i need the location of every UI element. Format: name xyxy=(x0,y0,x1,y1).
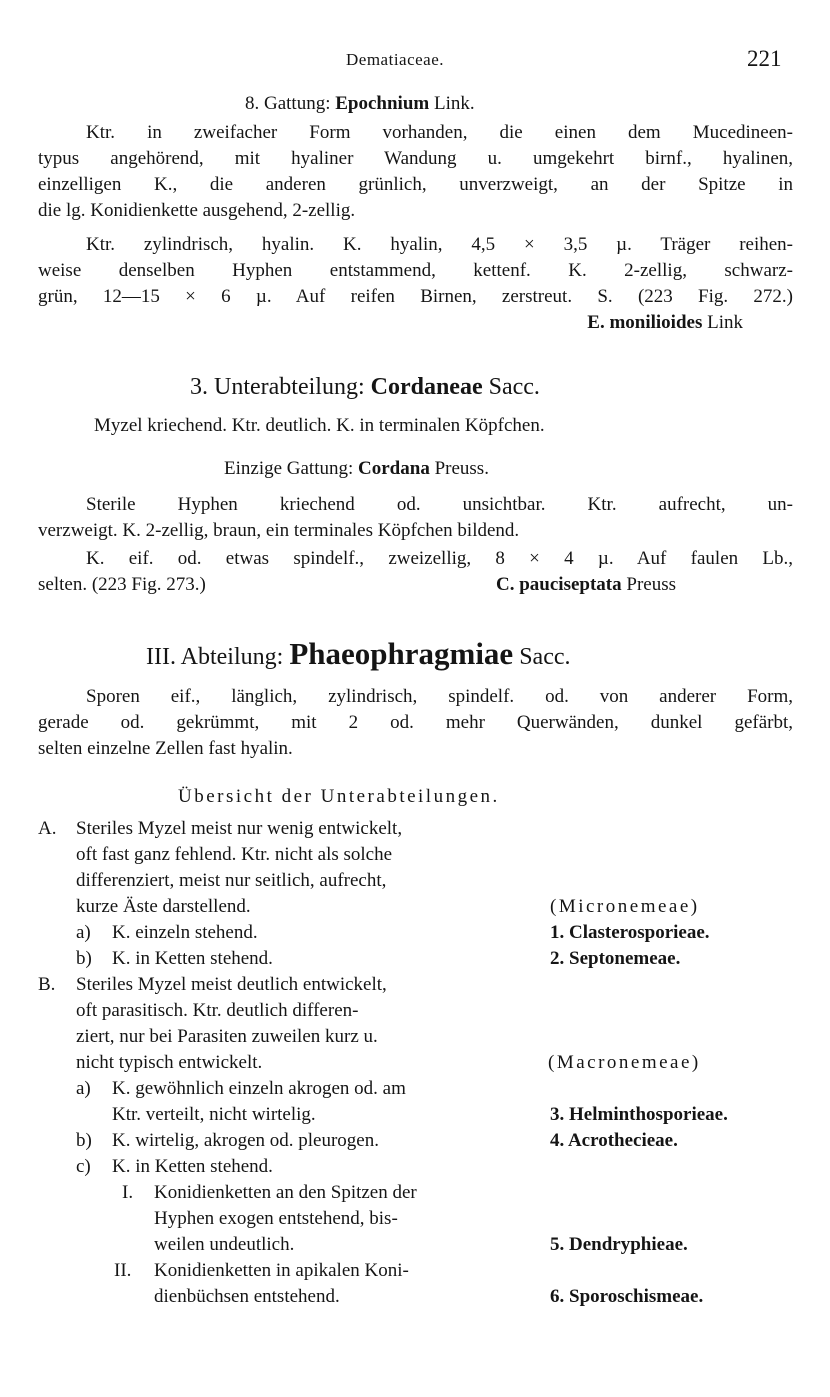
key-B-label: B. xyxy=(38,974,56,995)
key-Bc-text: K. in Ketten stehend. xyxy=(112,1156,273,1177)
key-B-line-3: ziert, nur bei Parasiten zuweilen kurz u. xyxy=(76,1026,378,1047)
key-Ab-text: K. in Ketten stehend. xyxy=(112,948,273,969)
subdivision-name: Cordaneae xyxy=(370,374,483,400)
division-heading xyxy=(146,636,571,672)
species-desc-line-3: grün, 12—15 × 6 µ. Auf reifen Birnen, zerstreut. S. (223 Fig. 272.) xyxy=(38,286,793,307)
key-Ab-label: b) xyxy=(76,948,92,969)
key-BcII-line-1: Konidienketten in apikalen Koni- xyxy=(154,1260,409,1281)
cordana-species-author: Preuss xyxy=(626,574,676,595)
cordana-species-line xyxy=(496,574,676,596)
subdivision-author: Sacc. xyxy=(488,374,540,400)
key-B-group: (Macronemeae) xyxy=(548,1052,701,1073)
key-Bc-label: c) xyxy=(76,1156,91,1177)
key-A-label: A. xyxy=(38,818,57,839)
species-name: E. monilioides xyxy=(587,312,703,333)
overview-title: Übersicht der Unterabteilungen. xyxy=(178,786,500,807)
key-B-line-4: nicht typisch entwickelt. xyxy=(76,1052,263,1073)
division-desc-line-1: Sporen eif., länglich, zylindrisch, spindelf. od. von anderer Form, xyxy=(86,686,793,707)
only-genus-line-3: K. eif. od. etwas spindelf., zweizellig, 8 × 4 µ. Auf faulen Lb., xyxy=(86,548,793,569)
subdivision-heading xyxy=(190,374,540,401)
key-Aa-label: a) xyxy=(76,922,91,943)
key-Bb-result: 4. Acrothecieae. xyxy=(550,1130,678,1151)
key-A-line-1: Steriles Myzel meist nur wenig entwickelt, xyxy=(76,818,403,839)
only-genus-line-1: Sterile Hyphen kriechend od. unsichtbar. Ktr. aufrecht, un- xyxy=(86,494,793,515)
key-Bb-label: b) xyxy=(76,1130,92,1151)
species-name-line xyxy=(587,312,743,334)
species-author: Link xyxy=(707,312,743,333)
genus-desc-line-1: Ktr. in zweifacher Form vorhanden, die einen dem Mucedineen- xyxy=(86,122,793,143)
genus-desc-line-4: die lg. Konidienkette ausgehend, 2-zellig. xyxy=(38,200,356,221)
key-Ab-result: 2. Septonemeae. xyxy=(550,948,681,969)
key-BcII-line-2: dienbüchsen entstehend. xyxy=(154,1286,340,1307)
division-desc-line-2: gerade od. gekrümmt, mit 2 od. mehr Querwänden, dunkel gefärbt, xyxy=(38,712,793,733)
species-desc-line-1: Ktr. zylindrisch, hyalin. K. hyalin, 4,5 × 3,5 µ. Träger reihen- xyxy=(86,234,793,255)
key-Ba-label: a) xyxy=(76,1078,91,1099)
only-genus-prefix: Einzige Gattung: xyxy=(224,458,354,479)
key-BcII-result: 6. Sporoschismeae. xyxy=(550,1286,704,1307)
division-name: Phaeophragmiae xyxy=(289,636,514,671)
key-Ba-line-1: K. gewöhnlich einzeln akrogen od. am xyxy=(112,1078,406,1099)
species-desc-line-2: weise denselben Hyphen entstammend, kettenf. K. 2-zellig, schwarz- xyxy=(38,260,793,281)
only-genus-author: Preuss. xyxy=(434,458,489,479)
key-BcI-line-2: Hyphen exogen entstehend, bis- xyxy=(154,1208,398,1229)
key-BcI-result: 5. Dendryphieae. xyxy=(550,1234,688,1255)
key-Aa-result: 1. Clasterosporieae. xyxy=(550,922,710,943)
division-desc-line-3: selten einzelne Zellen fast hyalin. xyxy=(38,738,293,759)
genus-heading xyxy=(245,93,475,115)
subdivision-heading-prefix: 3. Unterabteilung: xyxy=(190,374,365,400)
only-genus-name: Cordana xyxy=(358,458,430,479)
genus-desc-line-3: einzelligen K., die anderen grünlich, unverzweigt, an der Spitze in xyxy=(38,174,793,195)
key-B-line-2: oft parasitisch. Ktr. deutlich differen- xyxy=(76,1000,359,1021)
division-heading-prefix: III. Abteilung: xyxy=(146,644,284,670)
key-BcI-label: I. xyxy=(122,1182,134,1203)
key-B-line-1: Steriles Myzel meist deutlich entwickelt, xyxy=(76,974,387,995)
key-Aa-text: K. einzeln stehend. xyxy=(112,922,258,943)
running-title: Dematiaceae. xyxy=(346,50,445,69)
genus-author: Link. xyxy=(433,93,475,114)
key-Bb-text: K. wirtelig, akrogen od. pleurogen. xyxy=(112,1130,379,1151)
key-A-group: (Micronemeae) xyxy=(550,896,700,917)
key-BcI-line-3: weilen undeutlich. xyxy=(154,1234,295,1255)
page-number: 221 xyxy=(747,46,782,71)
only-genus-line-2: verzweigt. K. 2-zellig, braun, ein terminales Köpfchen bildend. xyxy=(38,520,520,541)
key-A-line-4: kurze Äste darstellend. xyxy=(76,896,251,917)
subdivision-desc: Myzel kriechend. Ktr. deutlich. K. in terminalen Köpfchen. xyxy=(94,415,545,436)
key-BcI-line-1: Konidienketten an den Spitzen der xyxy=(154,1182,417,1203)
genus-name: Epochnium xyxy=(335,93,430,114)
genus-heading-prefix: 8. Gattung: xyxy=(245,93,331,114)
key-BcII-label: II. xyxy=(114,1260,132,1281)
division-author: Sacc. xyxy=(519,644,571,670)
genus-desc-line-2: typus angehörend, mit hyaliner Wandung u. umgekehrt birnf., hyalinen, xyxy=(38,148,793,169)
key-Ba-line-2: Ktr. verteilt, nicht wirtelig. xyxy=(112,1104,316,1125)
key-A-line-3: differenziert, meist nur seitlich, aufrecht, xyxy=(76,870,387,891)
key-Ba-result: 3. Helminthosporieae. xyxy=(550,1104,728,1125)
only-genus-heading xyxy=(224,458,489,480)
cordana-species-name: C. pauciseptata xyxy=(496,574,622,595)
key-A-line-2: oft fast ganz fehlend. Ktr. nicht als solche xyxy=(76,844,393,865)
only-genus-line-4: selten. (223 Fig. 273.) xyxy=(38,574,206,595)
